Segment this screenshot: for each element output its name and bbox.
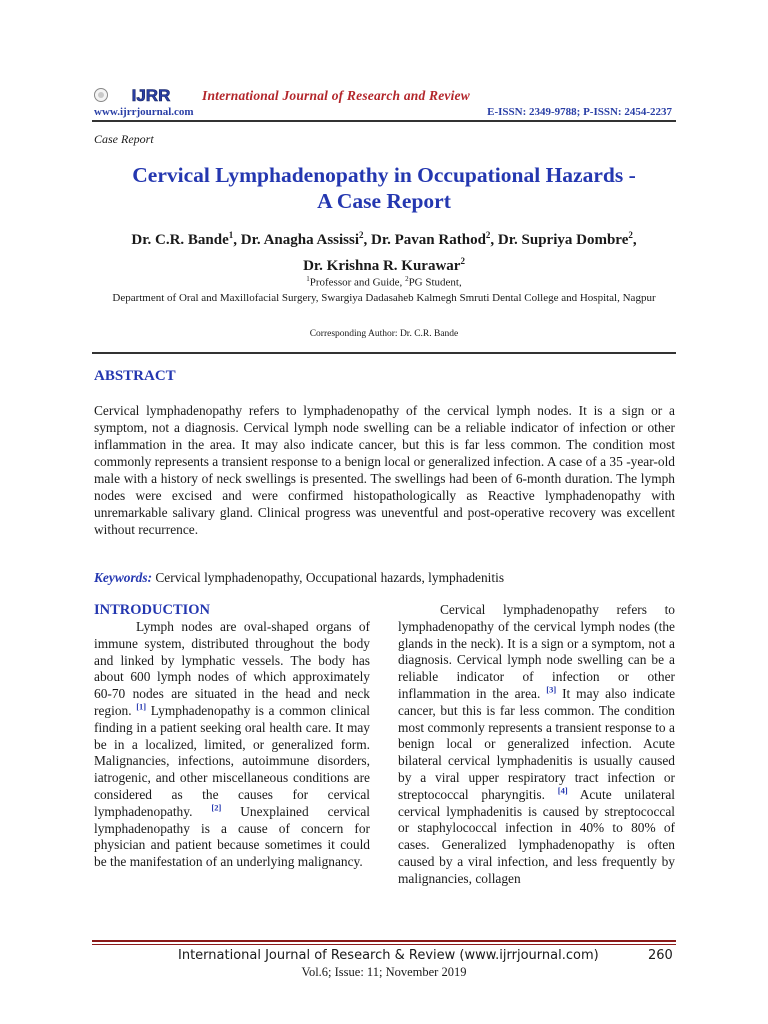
article-type: Case Report bbox=[94, 132, 154, 146]
title-divider bbox=[92, 352, 676, 354]
journal-website[interactable]: www.ijrrjournal.com bbox=[94, 106, 194, 118]
intro-text: It may also indicate cancer, but this is far less common. The condition most commonly represents a transient response to a benign local or generalized infection. Acute bilateral cervical lymphadenitis is usually caused by a viral upper respiratory tract infection or streptococcal pharyngitis. bbox=[398, 685, 676, 802]
logo-text: IJRR bbox=[131, 86, 171, 104]
header-divider bbox=[92, 120, 676, 122]
author: Dr. Pavan Rathod bbox=[371, 232, 486, 248]
affiliation-roles: $^1$Professor and Guide, $^2$PG Student, bbox=[306, 275, 462, 289]
article-title bbox=[80, 162, 688, 214]
author: Dr. Krishna R. Kurawar bbox=[303, 258, 461, 274]
title-line-1: Cervical Lymphadenopathy in Occupational Hazards - bbox=[132, 163, 636, 187]
title-line-2: A Case Report bbox=[317, 189, 451, 213]
citation-link[interactable]: [3] bbox=[546, 684, 557, 695]
footer-divider-thin bbox=[92, 944, 676, 945]
citation-link[interactable]: [2] bbox=[211, 802, 222, 813]
journal-name: International Journal of Research and Review bbox=[202, 88, 470, 103]
keywords bbox=[94, 570, 675, 586]
citation-link[interactable]: [4] bbox=[557, 785, 568, 796]
issn: E-ISSN: 2349-9788; P-ISSN: 2454-2237 bbox=[487, 106, 672, 118]
journal-logo bbox=[94, 86, 194, 104]
footer-volume: Vol.6; Issue: 11; November 2019 bbox=[301, 965, 467, 979]
author-affiliation: 2 bbox=[359, 230, 364, 240]
affiliations bbox=[90, 272, 678, 306]
intro-text: Lymphadenopathy is a common clinical finding in a patient seeking oral health care. It may be in a localized, limited, or generalized form. Malignancies, infections, autoimmune disorders, iatrogenic, and other miscellaneous conditions are considered as the causes for cervical lymphadenopathy. bbox=[94, 702, 371, 819]
ijrr-logo-icon bbox=[94, 86, 194, 104]
abstract-heading: ABSTRACT bbox=[94, 368, 176, 384]
department: Department of Oral and Maxillofacial Surgery, Swargiya Dadasaheb Kalmegh Smruti Dental College and Hospital, Nagpur bbox=[112, 291, 656, 304]
introduction-heading: INTRODUCTION bbox=[94, 602, 211, 618]
author-affiliation: 1 bbox=[228, 230, 234, 240]
corresponding-author: Corresponding Author: Dr. C.R. Bande bbox=[309, 329, 459, 339]
author-list: Dr. C.R. Bande$^1$, Dr. Anagha Assissi$^2$, Dr. Pavan Rathod$^2$, Dr. Supriya Dombre$^2$, Dr. Krishna R. Kurawar$^2$ bbox=[131, 230, 637, 274]
footer-divider bbox=[92, 940, 676, 942]
intro-text: Acute unilateral cervical lymphadenitis is caused by streptococcal or staphylococcal infection in 40% to 80% of cases. Generalized lymphadenopathy is often caused by a viral infection, and less frequently by malignancies, collagen bbox=[398, 786, 675, 886]
page-number: 260 bbox=[648, 948, 673, 963]
intro-right-column bbox=[398, 602, 675, 888]
intro-text: Cervical lymphadenopathy refers to lymphadenopathy of the cervical lymph nodes (the glands in the neck). It is a sign or a symptom, not a diagnosis. Cervical lymph node swelling can be a reliable indicator of infection or other inflammation in the area. bbox=[398, 602, 675, 701]
author: Dr. Anagha Assissi bbox=[240, 232, 360, 248]
author-affiliation: 2 bbox=[628, 230, 633, 240]
keywords-text: Cervical lymphadenopathy, Occupational hazards, lymphadenitis bbox=[152, 570, 505, 585]
keywords-label: Keywords: bbox=[94, 570, 153, 585]
author: Dr. C.R. Bande bbox=[131, 232, 229, 248]
citation-link[interactable]: [1] bbox=[136, 701, 147, 712]
author-affiliation: 2 bbox=[485, 230, 491, 240]
author: Dr. Supriya Dombre bbox=[497, 232, 629, 248]
author-affiliation: 2 bbox=[460, 256, 465, 266]
intro-left-column bbox=[94, 619, 370, 871]
intro-text: Unexplained cervical lymphadenopathy is a cause of concern for physician and patient because sometimes it could be the manifestation of an underlying malignancy. bbox=[94, 803, 370, 870]
abstract-text: Cervical lymphadenopathy refers to lymphadenopathy of the cervical lymph nodes. It is a sign or a symptom, not a diagnosis. Cervical lymph node swelling can be a reliable indicator of infection or other inflammation in the area. It may also indicate cancer, but this is far less common. The condition most commonly represents a transient response to a benign local or generalized infection. A case of a 35 -year-old male with a history of neck swellings is presented. The swellings had been of 6-month duration. The lymph nodes were excised and were confirmed histopathologically as Reactive lymphadenopathy with unremarkable salivary gland. Clinical progress was uneventful and post-operative recovery was excellent without recurrence. bbox=[94, 403, 675, 537]
footer-journal: International Journal of Research & Review (www.ijrrjournal.com) bbox=[178, 948, 599, 963]
intro-text: Lymph nodes are oval-shaped organs of immune system, distributed throughout the body and linked by lymphatic vessels. The body has about 600 lymph nodes of which approximately 60-70 nodes are situated in the head and neck region. bbox=[94, 619, 370, 718]
